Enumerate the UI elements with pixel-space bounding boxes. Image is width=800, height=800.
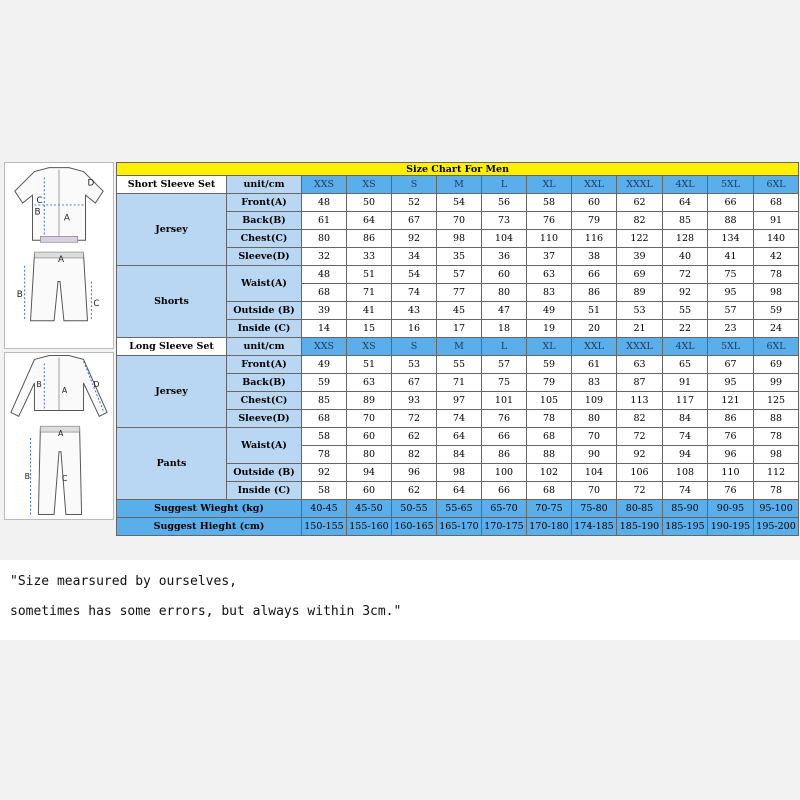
- suggest-weight-label: Suggest Wieght (kg): [117, 500, 302, 518]
- size-header: XXL: [572, 338, 617, 356]
- measurement-value: 66: [482, 428, 527, 446]
- measurement-value: 60: [347, 482, 392, 500]
- measurement-value: 68: [302, 284, 347, 302]
- measurement-value: 66: [708, 194, 754, 212]
- measurement-value: 98: [437, 230, 482, 248]
- measurement-value: 55: [663, 302, 708, 320]
- garment-group-label: Shorts: [117, 266, 227, 338]
- measurement-value: 47: [482, 302, 527, 320]
- measurement-value: 113: [617, 392, 663, 410]
- measurement-value: 37: [527, 248, 572, 266]
- measurement-value: 32: [302, 248, 347, 266]
- measurement-value: 85: [663, 212, 708, 230]
- size-header: 6XL: [754, 338, 799, 356]
- suggest-weight-value: 45-50: [347, 500, 392, 518]
- measurement-value: 76: [482, 410, 527, 428]
- measurement-label: Front(A): [227, 194, 302, 212]
- measurement-value: 36: [482, 248, 527, 266]
- measurement-value: 100: [482, 464, 527, 482]
- measurement-value: 39: [617, 248, 663, 266]
- suggest-weight-value: 50-55: [392, 500, 437, 518]
- measurement-value: 75: [482, 374, 527, 392]
- suggest-weight-value: 85-90: [663, 500, 708, 518]
- measurement-value: 70: [437, 212, 482, 230]
- measurement-value: 98: [437, 464, 482, 482]
- size-header: XXS: [302, 338, 347, 356]
- measurement-value: 75: [708, 266, 754, 284]
- size-header: 5XL: [708, 176, 754, 194]
- measurement-value: 71: [437, 374, 482, 392]
- measurement-value: 78: [527, 410, 572, 428]
- svg-text:A: A: [61, 385, 68, 395]
- measurement-value: 104: [572, 464, 617, 482]
- measurement-label: Sleeve(D): [227, 248, 302, 266]
- measurement-value: 91: [663, 374, 708, 392]
- measurement-value: 88: [754, 410, 799, 428]
- measurement-value: 51: [572, 302, 617, 320]
- measurement-value: 62: [617, 194, 663, 212]
- measurement-label: Inside (C): [227, 482, 302, 500]
- measurement-value: 76: [527, 212, 572, 230]
- measurement-value: 86: [347, 230, 392, 248]
- measurement-value: 54: [437, 194, 482, 212]
- measurement-value: 21: [617, 320, 663, 338]
- measurement-value: 65: [663, 356, 708, 374]
- measurement-value: 84: [437, 446, 482, 464]
- measurement-value: 108: [663, 464, 708, 482]
- measurement-value: 82: [617, 212, 663, 230]
- garment-group-label: Jersey: [117, 356, 227, 428]
- measurement-value: 64: [437, 482, 482, 500]
- measurement-value: 45: [437, 302, 482, 320]
- measurement-value: 96: [392, 464, 437, 482]
- measurement-value: 80: [572, 410, 617, 428]
- measurement-row: [117, 356, 799, 374]
- size-table: [116, 162, 799, 536]
- measurement-label: Back(B): [227, 374, 302, 392]
- measurement-value: 95: [708, 284, 754, 302]
- suggest-height-value: 155-160: [347, 518, 392, 536]
- size-header: XL: [527, 176, 572, 194]
- measurement-label: Inside (C): [227, 320, 302, 338]
- suggest-weight-value: 70-75: [527, 500, 572, 518]
- measurement-value: 60: [482, 266, 527, 284]
- measurement-value: 82: [617, 410, 663, 428]
- svg-text:A: A: [58, 429, 64, 438]
- measurement-value: 110: [527, 230, 572, 248]
- measurement-value: 78: [754, 428, 799, 446]
- measurement-value: 86: [708, 410, 754, 428]
- measurement-value: 38: [572, 248, 617, 266]
- measurement-value: 106: [617, 464, 663, 482]
- measurement-value: 74: [437, 410, 482, 428]
- measurement-value: 134: [708, 230, 754, 248]
- measurement-value: 68: [527, 428, 572, 446]
- measurement-label: Back(B): [227, 212, 302, 230]
- measurement-value: 64: [663, 194, 708, 212]
- unit-label: unit/cm: [227, 176, 302, 194]
- measurement-value: 74: [392, 284, 437, 302]
- measurement-value: 80: [482, 284, 527, 302]
- measurement-value: 73: [482, 212, 527, 230]
- measurement-value: 110: [708, 464, 754, 482]
- svg-text:A: A: [58, 254, 65, 265]
- measurement-value: 19: [527, 320, 572, 338]
- measurement-value: 14: [302, 320, 347, 338]
- measurement-value: 82: [392, 446, 437, 464]
- size-header: XL: [527, 338, 572, 356]
- measurement-row: [117, 428, 799, 446]
- measurement-value: 94: [663, 446, 708, 464]
- measurement-value: 93: [392, 392, 437, 410]
- measurement-label: Outside (B): [227, 464, 302, 482]
- size-header: XS: [347, 338, 392, 356]
- measurement-value: 67: [392, 374, 437, 392]
- measurement-value: 92: [617, 446, 663, 464]
- measurement-value: 70: [347, 410, 392, 428]
- measurement-value: 85: [302, 392, 347, 410]
- suggest-height-value: 165-170: [437, 518, 482, 536]
- measurement-value: 43: [392, 302, 437, 320]
- note-box: [0, 560, 800, 640]
- measurement-value: 121: [708, 392, 754, 410]
- measurement-value: 90: [572, 446, 617, 464]
- suggest-height-value: 190-195: [708, 518, 754, 536]
- measurement-value: 78: [302, 446, 347, 464]
- measurement-value: 64: [347, 212, 392, 230]
- measurement-value: 91: [754, 212, 799, 230]
- measurement-value: 49: [527, 302, 572, 320]
- measurement-value: 72: [392, 410, 437, 428]
- measurement-value: 63: [347, 374, 392, 392]
- measurement-value: 74: [663, 428, 708, 446]
- measurement-value: 64: [437, 428, 482, 446]
- suggest-height-value: 170-175: [482, 518, 527, 536]
- measurement-value: 78: [754, 482, 799, 500]
- long-sleeve-diagram: [5, 353, 113, 519]
- long-sleeve-set-label: Long Sleeve Set: [117, 338, 227, 356]
- svg-text:D: D: [93, 379, 100, 389]
- measurement-value: 58: [302, 482, 347, 500]
- measurement-row: [117, 266, 799, 284]
- measurement-value: 92: [663, 284, 708, 302]
- size-header: XXS: [302, 176, 347, 194]
- size-header: 4XL: [663, 176, 708, 194]
- measurement-value: 68: [527, 482, 572, 500]
- measurement-value: 53: [617, 302, 663, 320]
- measurement-value: 59: [527, 356, 572, 374]
- measurement-value: 83: [572, 374, 617, 392]
- measurement-value: 96: [708, 446, 754, 464]
- short-sleeve-set-label: Short Sleeve Set: [117, 176, 227, 194]
- suggest-height-value: 174-185: [572, 518, 617, 536]
- suggest-height-row: [117, 518, 799, 536]
- measurement-label: Waist(A): [227, 428, 302, 464]
- ls-pants-rows: [117, 428, 799, 500]
- svg-text:B: B: [24, 472, 31, 482]
- size-header: 4XL: [663, 338, 708, 356]
- size-header: 6XL: [754, 176, 799, 194]
- measurement-value: 53: [392, 356, 437, 374]
- measurement-value: 98: [754, 446, 799, 464]
- measurement-value: 98: [754, 284, 799, 302]
- measurement-value: 57: [437, 266, 482, 284]
- size-header: XXXL: [617, 176, 663, 194]
- measurement-value: 109: [572, 392, 617, 410]
- svg-text:C: C: [36, 195, 43, 206]
- measurement-label: Outside (B): [227, 302, 302, 320]
- ss-shorts-rows: [117, 266, 799, 338]
- measurement-value: 105: [527, 392, 572, 410]
- measurement-value: 74: [663, 482, 708, 500]
- measurement-value: 70: [572, 482, 617, 500]
- measurement-label: Chest(C): [227, 230, 302, 248]
- measurement-value: 62: [392, 428, 437, 446]
- chart-title: Size Chart For Men: [117, 163, 799, 176]
- measurement-value: 22: [663, 320, 708, 338]
- measurement-value: 116: [572, 230, 617, 248]
- measurement-value: 48: [302, 194, 347, 212]
- size-header: S: [392, 338, 437, 356]
- measurement-value: 42: [754, 248, 799, 266]
- long-sleeve-header-row: [117, 338, 799, 356]
- measurement-value: 34: [392, 248, 437, 266]
- measurement-label: Sleeve(D): [227, 410, 302, 428]
- measurement-value: 16: [392, 320, 437, 338]
- measurement-value: 51: [347, 266, 392, 284]
- suggest-height-value: 185-195: [663, 518, 708, 536]
- size-header: XXXL: [617, 338, 663, 356]
- measurement-value: 40: [663, 248, 708, 266]
- measurement-value: 51: [347, 356, 392, 374]
- short-sleeve-header-row: [117, 176, 799, 194]
- short-sleeve-diagram: [5, 163, 113, 348]
- suggest-height-label: Suggest Hieght (cm): [117, 518, 302, 536]
- measurement-value: 101: [482, 392, 527, 410]
- note-line-1: "Size mearsured by ourselves,: [10, 574, 237, 589]
- measurement-value: 56: [482, 194, 527, 212]
- measurement-value: 41: [347, 302, 392, 320]
- measurement-value: 102: [527, 464, 572, 482]
- measurement-label: Chest(C): [227, 392, 302, 410]
- unit-label: unit/cm: [227, 338, 302, 356]
- suggest-height-value: 150-155: [302, 518, 347, 536]
- measurement-value: 122: [617, 230, 663, 248]
- measurement-value: 125: [754, 392, 799, 410]
- measurement-value: 54: [392, 266, 437, 284]
- ls-jersey-rows: [117, 356, 799, 428]
- measurement-value: 104: [482, 230, 527, 248]
- measurement-value: 97: [437, 392, 482, 410]
- measurement-value: 88: [708, 212, 754, 230]
- svg-text:C: C: [61, 474, 68, 484]
- garment-group-label: Pants: [117, 428, 227, 500]
- measurement-value: 66: [572, 266, 617, 284]
- measurement-label: Waist(A): [227, 266, 302, 302]
- measurement-value: 17: [437, 320, 482, 338]
- measurement-value: 50: [347, 194, 392, 212]
- measurement-value: 48: [302, 266, 347, 284]
- measurement-value: 76: [708, 428, 754, 446]
- measurement-value: 72: [617, 428, 663, 446]
- svg-text:B: B: [16, 290, 23, 301]
- garment-group-label: Jersey: [117, 194, 227, 266]
- svg-text:B: B: [36, 379, 42, 389]
- measurement-value: 57: [708, 302, 754, 320]
- measurement-value: 49: [302, 356, 347, 374]
- measurement-value: 84: [663, 410, 708, 428]
- ss-jersey-rows: [117, 194, 799, 266]
- svg-text:B: B: [34, 207, 41, 218]
- measurement-value: 60: [347, 428, 392, 446]
- measurement-value: 112: [754, 464, 799, 482]
- measurement-label: Front(A): [227, 356, 302, 374]
- measurement-value: 35: [437, 248, 482, 266]
- measurement-value: 61: [302, 212, 347, 230]
- size-header: M: [437, 338, 482, 356]
- size-header: S: [392, 176, 437, 194]
- size-header: M: [437, 176, 482, 194]
- measurement-value: 128: [663, 230, 708, 248]
- measurement-value: 80: [347, 446, 392, 464]
- measurement-value: 72: [617, 482, 663, 500]
- measurement-value: 52: [392, 194, 437, 212]
- measurement-value: 41: [708, 248, 754, 266]
- measurement-row: [117, 194, 799, 212]
- measurement-value: 86: [572, 284, 617, 302]
- measurement-value: 94: [347, 464, 392, 482]
- measurement-value: 33: [347, 248, 392, 266]
- measurement-value: 79: [572, 212, 617, 230]
- measurement-value: 89: [347, 392, 392, 410]
- suggest-weight-value: 65-70: [482, 500, 527, 518]
- measurement-value: 55: [437, 356, 482, 374]
- measurement-value: 59: [302, 374, 347, 392]
- measurement-value: 95: [708, 374, 754, 392]
- measurement-value: 71: [347, 284, 392, 302]
- measurement-value: 77: [437, 284, 482, 302]
- size-header: XXL: [572, 176, 617, 194]
- measurement-value: 18: [482, 320, 527, 338]
- measurement-value: 66: [482, 482, 527, 500]
- measurement-value: 99: [754, 374, 799, 392]
- measurement-value: 80: [302, 230, 347, 248]
- measurement-value: 67: [708, 356, 754, 374]
- svg-text:D: D: [87, 178, 95, 189]
- measurement-value: 89: [617, 284, 663, 302]
- suggest-height-value: 160-165: [392, 518, 437, 536]
- measurement-value: 58: [302, 428, 347, 446]
- measurement-value: 92: [392, 230, 437, 248]
- measurement-value: 83: [527, 284, 572, 302]
- measurement-value: 88: [527, 446, 572, 464]
- suggest-weight-row: [117, 500, 799, 518]
- measurement-value: 68: [754, 194, 799, 212]
- measurement-value: 57: [482, 356, 527, 374]
- suggest-height-value: 170-180: [527, 518, 572, 536]
- size-header: L: [482, 176, 527, 194]
- measurement-value: 61: [572, 356, 617, 374]
- measurement-value: 79: [527, 374, 572, 392]
- measurement-value: 86: [482, 446, 527, 464]
- measurement-value: 23: [708, 320, 754, 338]
- svg-text:C: C: [93, 299, 100, 310]
- measurement-value: 117: [663, 392, 708, 410]
- long-sleeve-sketch: [4, 352, 114, 520]
- measurement-value: 67: [392, 212, 437, 230]
- short-sleeve-sketch: [4, 162, 114, 349]
- measurement-value: 20: [572, 320, 617, 338]
- measurement-value: 62: [392, 482, 437, 500]
- measurement-value: 76: [708, 482, 754, 500]
- measurement-value: 15: [347, 320, 392, 338]
- measurement-value: 63: [527, 266, 572, 284]
- measurement-value: 92: [302, 464, 347, 482]
- measurement-value: 87: [617, 374, 663, 392]
- measurement-value: 39: [302, 302, 347, 320]
- note-line-2: sometimes has some errors, but always within 3cm.": [10, 604, 402, 619]
- measurement-value: 24: [754, 320, 799, 338]
- suggest-weight-value: 95-100: [754, 500, 799, 518]
- size-header: XS: [347, 176, 392, 194]
- measurement-value: 69: [754, 356, 799, 374]
- suggest-weight-value: 55-65: [437, 500, 482, 518]
- measurement-value: 78: [754, 266, 799, 284]
- suggest-weight-value: 40-45: [302, 500, 347, 518]
- suggest-weight-row: [117, 500, 799, 518]
- size-header: L: [482, 338, 527, 356]
- measurement-value: 72: [663, 266, 708, 284]
- suggest-weight-value: 90-95: [708, 500, 754, 518]
- size-header: 5XL: [708, 338, 754, 356]
- measurement-value: 63: [617, 356, 663, 374]
- svg-text:A: A: [63, 213, 70, 224]
- measurement-value: 140: [754, 230, 799, 248]
- suggest-height-value: 185-190: [617, 518, 663, 536]
- suggest-weight-value: 75-80: [572, 500, 617, 518]
- measurement-value: 58: [527, 194, 572, 212]
- measurement-value: 59: [754, 302, 799, 320]
- measurement-value: 69: [617, 266, 663, 284]
- suggest-height-value: 195-200: [754, 518, 799, 536]
- measurement-value: 60: [572, 194, 617, 212]
- suggest-weight-value: 80-85: [617, 500, 663, 518]
- measurement-value: 68: [302, 410, 347, 428]
- measurement-value: 70: [572, 428, 617, 446]
- suggest-height-row: [117, 518, 799, 536]
